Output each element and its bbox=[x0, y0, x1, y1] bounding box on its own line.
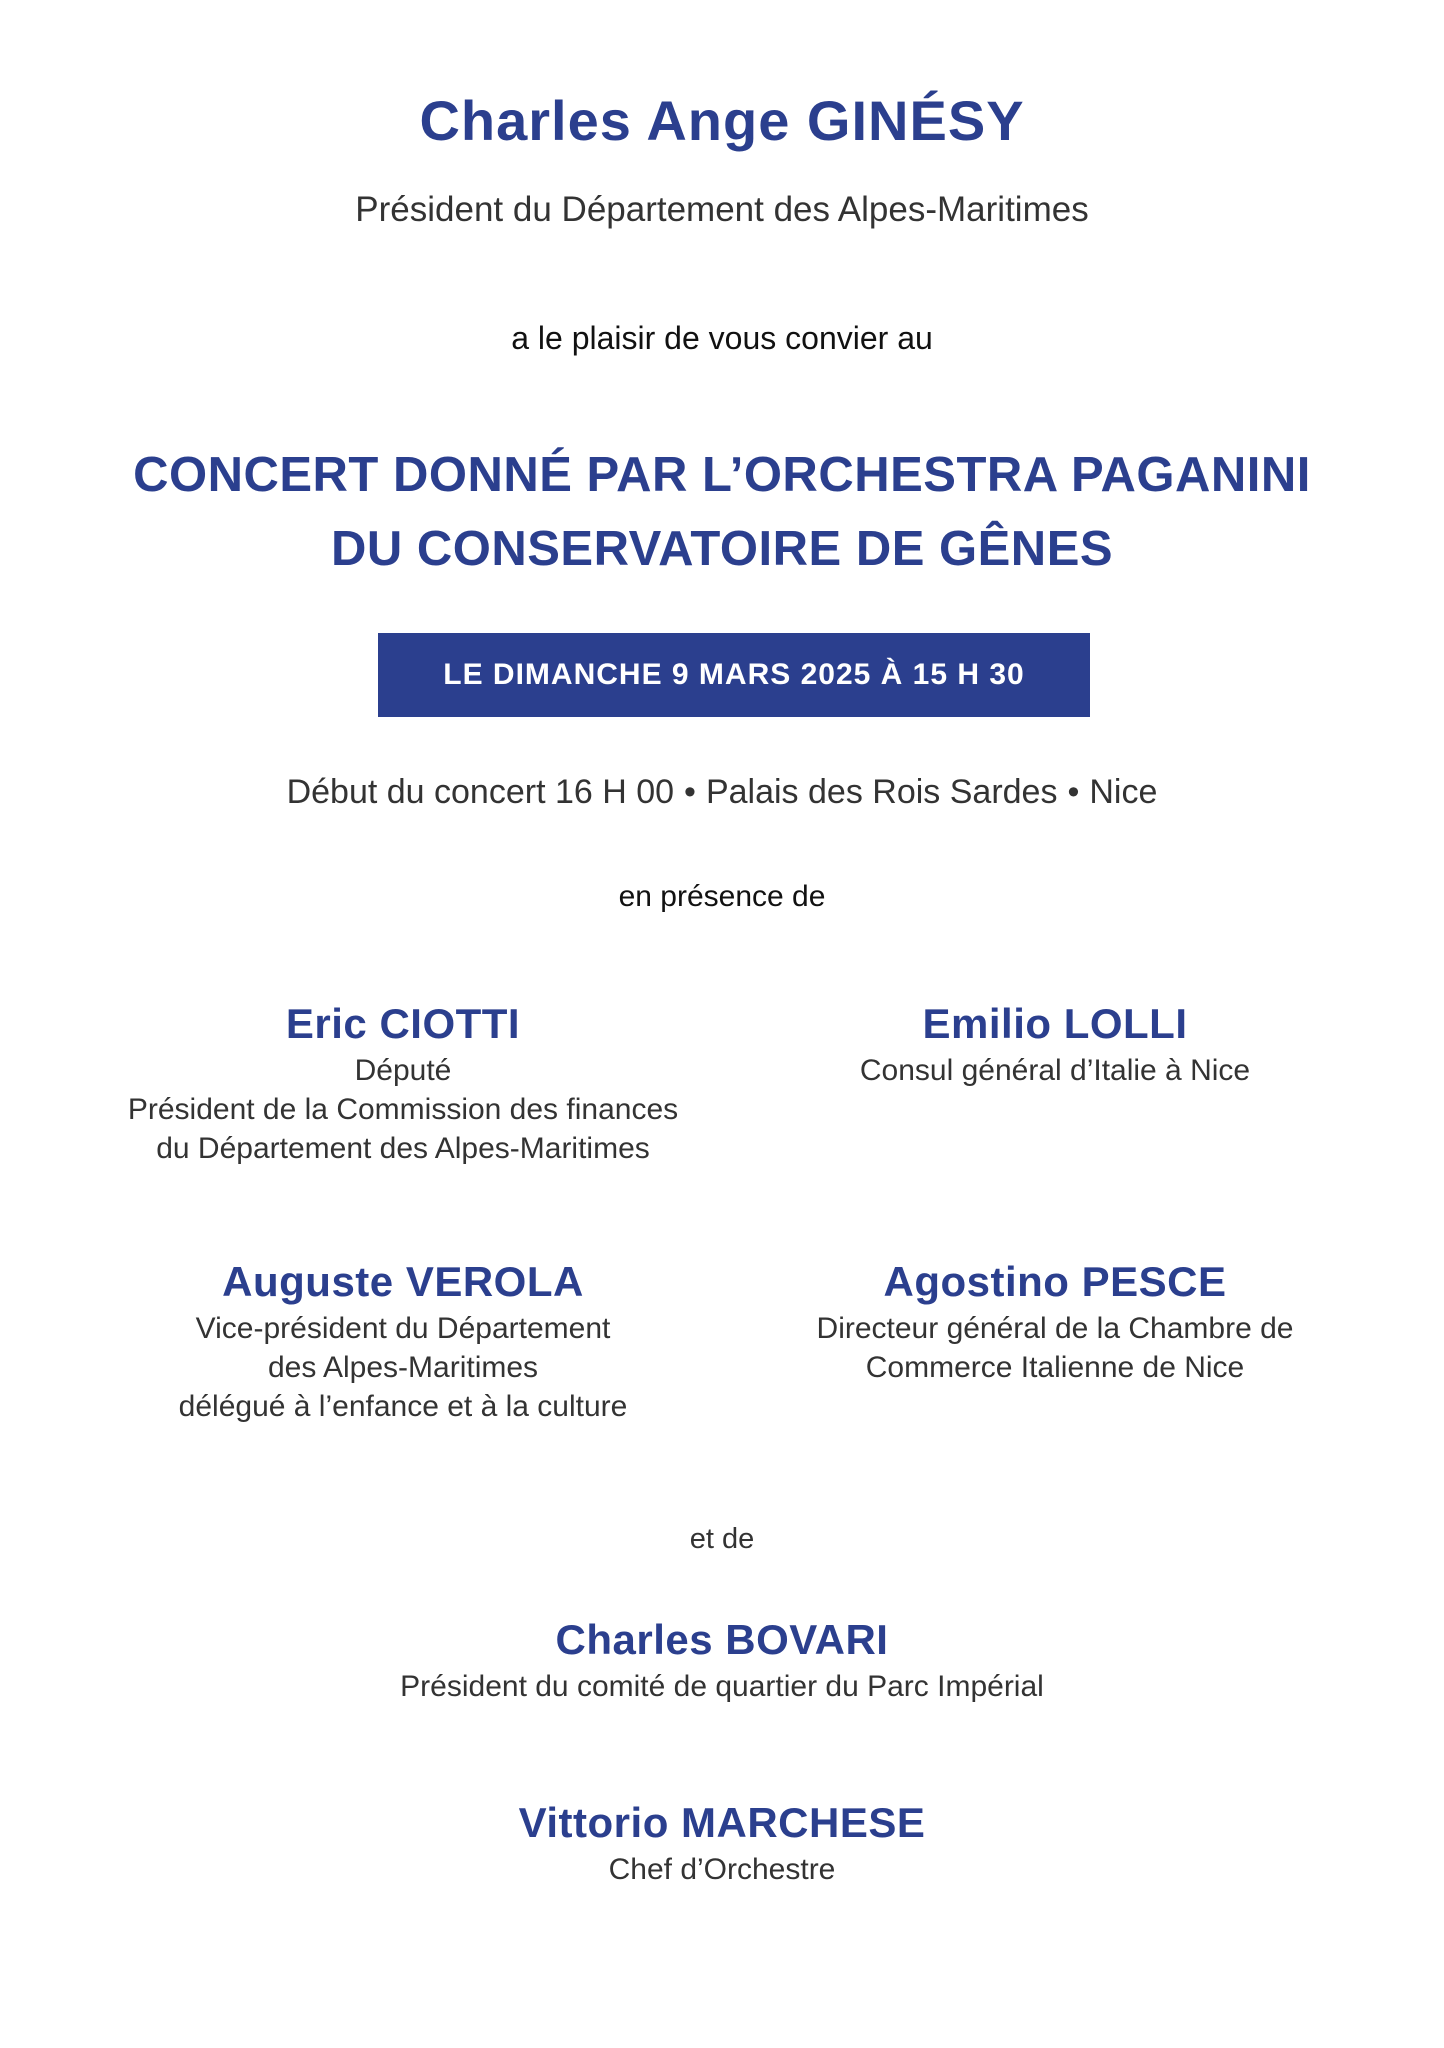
guest-name: Charles BOVARI bbox=[555, 1616, 889, 1663]
guest-role: Président de la Commission des finances bbox=[127, 1093, 679, 1126]
event-details bbox=[0, 773, 1444, 812]
venue-city: Nice bbox=[1089, 773, 1158, 811]
host-title: Président du Département des Alpes-Maritimes bbox=[355, 190, 1089, 229]
venue-name: Palais des Rois Sardes bbox=[705, 773, 1058, 811]
guest-name: Emilio LOLLI bbox=[922, 1000, 1188, 1047]
guest-name: Eric CIOTTI bbox=[285, 1000, 521, 1047]
guest-name: Agostino PESCE bbox=[883, 1258, 1227, 1305]
guest-role: Vice-président du Département bbox=[195, 1312, 611, 1345]
event-title-line-2: DU CONSERVATOIRE DE GÊNES bbox=[330, 522, 1114, 576]
guest-card bbox=[760, 1256, 1350, 1386]
guest-card bbox=[70, 998, 736, 1167]
guest-role: des Alpes-Maritimes bbox=[267, 1351, 539, 1384]
guest-card bbox=[760, 998, 1350, 1089]
guest-role: Président du comité de quartier du Parc Impérial bbox=[400, 1670, 1044, 1703]
bullet-separator: • bbox=[1067, 773, 1080, 811]
and-of-label: et de bbox=[689, 1523, 755, 1555]
guest-role: Chef d’Orchestre bbox=[608, 1853, 836, 1886]
guest-role: Directeur général de la Chambre de bbox=[816, 1312, 1294, 1345]
event-date-banner: LE DIMANCHE 9 MARS 2025 À 15 H 30 bbox=[378, 633, 1090, 717]
guest-role: du Département des Alpes-Maritimes bbox=[156, 1132, 650, 1165]
guest-role: Consul général d’Italie à Nice bbox=[859, 1054, 1251, 1087]
guest-card bbox=[0, 1614, 1444, 1705]
event-title-line-1: CONCERT DONNÉ PAR L’ORCHESTRA PAGANINI bbox=[133, 448, 1311, 502]
guest-card bbox=[70, 1256, 736, 1425]
host-name: Charles Ange GINÉSY bbox=[419, 89, 1025, 152]
guest-card bbox=[0, 1797, 1444, 1888]
guest-name: Vittorio MARCHESE bbox=[518, 1799, 926, 1846]
guest-name: Auguste VEROLA bbox=[222, 1258, 584, 1305]
presence-label: en présence de bbox=[618, 880, 826, 913]
guest-role: Commerce Italienne de Nice bbox=[865, 1351, 1245, 1384]
invitation-text: a le plaisir de vous convier au bbox=[511, 320, 933, 356]
guest-role: Député bbox=[354, 1054, 452, 1087]
guest-role: délégué à l’enfance et à la culture bbox=[178, 1390, 628, 1423]
event-title bbox=[0, 438, 1444, 586]
concert-start-time: Début du concert 16 H 00 bbox=[286, 773, 675, 811]
bullet-separator: • bbox=[684, 773, 696, 811]
